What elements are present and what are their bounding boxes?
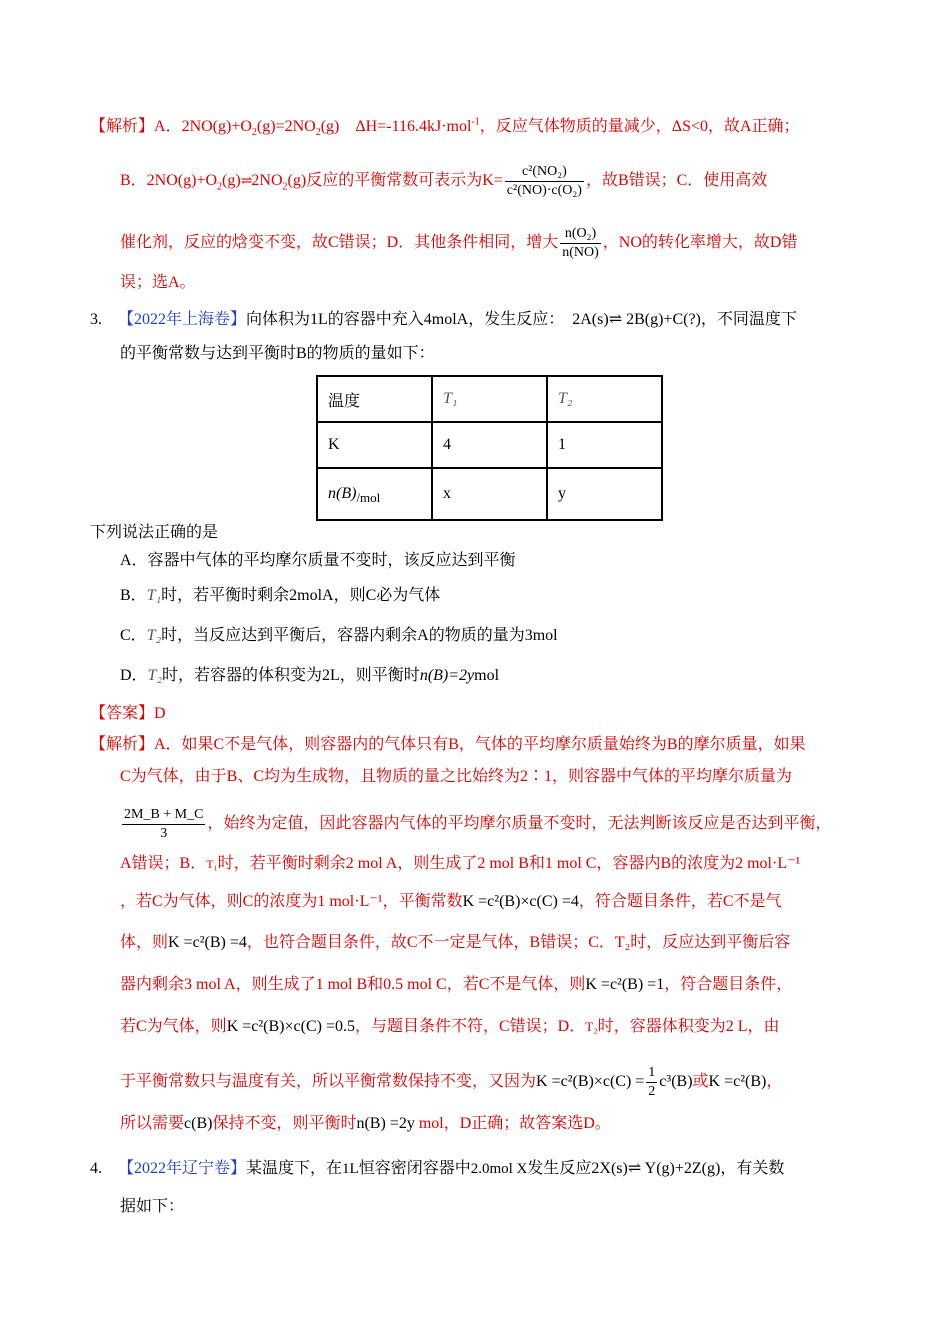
q3-option-c: C．T₂时，当反应达到平衡后，容器内剩余A的物质的量为3mol (120, 627, 558, 644)
analysis-tag: 【解析】 (90, 118, 155, 135)
q3-analysis-line5: ，若C为气体，则C的浓度为1 mol·L⁻¹，平衡常数K =c²(B)×c(C) =4，符合题目条件，若C不是气 (120, 893, 782, 910)
equilibrium-constant-fraction: $\frac{\text{c²(NO₂)}}{\text{c²(NO)·c(O₂)}}$ (506, 164, 582, 198)
question-number: 4. (90, 1160, 102, 1177)
q3-prompt: 下列说法正确的是 (90, 524, 219, 541)
q3-option-b: B．T₁时，若平衡时剩余2molA，则C必为气体 (120, 587, 441, 604)
q3-analysis-line3: $\frac{2M\_B + M\_C}{3}$ ，始终为定值，因此容器内气体的平均摩尔质量不变时，无法判断该反应是否达到平衡， (124, 807, 832, 841)
table-row (317, 468, 662, 520)
table-cell: $n(B)_{/mol}$ (317, 468, 432, 520)
table-cell: 温度 (317, 376, 432, 422)
table-cell: T₂ (547, 376, 662, 422)
q3-analysis-line8: 若C为气体，则K =c²(B)×c(C) =0.5，与题目条件不符，C错误；D．T₂时，容器体积变为2 L，由 (120, 1018, 780, 1035)
q3-analysis-line1: 【解析】A．如果C不是气体，则容器内的气体只有B，气体的平均摩尔质量始终为B的摩尔质量，如果 (90, 736, 806, 753)
equilibrium-data-table (316, 375, 663, 521)
question-source: 【2022年上海卷】 (118, 311, 247, 328)
equilibrium-arrow-icon: ⇌ (240, 174, 252, 190)
q3-answer: 【答案】D (90, 705, 166, 722)
table-cell: T₁ (432, 376, 547, 422)
q3-analysis-line9: 于平衡常数只与温度有关，所以平衡常数保持不变，又因为K =c²(B)×c(C) = $\frac{1}{2}$ c³(B)或K =c²(B)， (120, 1065, 783, 1099)
q3-analysis-line6: 体，则K =c²(B) =4，也符合题目条件，故C不一定是气体，B错误；C．T₂时，反应达到平衡后容 (120, 934, 791, 951)
question-number: 3. (90, 311, 102, 328)
table-cell: x (432, 468, 547, 520)
q3-analysis-line4: A错误；B．T₁时，若平衡时剩余2 mol A，则生成了2 mol B和1 mol C，容器内B的浓度为2 mol·L⁻¹ (120, 855, 801, 872)
q3-option-a: A．容器中气体的平均摩尔质量不变时，该反应达到平衡 (120, 552, 516, 569)
table-cell: 4 (432, 422, 547, 468)
table-row (317, 422, 662, 468)
ratio-fraction: $\frac{\text{n(O₂)}}{n(NO)}$ (562, 226, 599, 260)
q3-analysis-line2: C为气体，由于B、C均为生成物，且物质的量之比始终为2∶1，则容器中气体的平均摩尔质量为 (120, 768, 793, 785)
q2-analysis-line3: 催化剂，反应的焓变不变，故C错误；D．其他条件相同，增大 $\frac{\text{n(O₂)}}{n(NO)}$ ，NO的转化率增大，故D错 (120, 226, 798, 260)
q3-stem-line2: 的平衡常数与达到平衡时B的物质的量如下： (120, 345, 435, 362)
q3-reaction: 2A(s)⇌ 2B(g)+C(?) (572, 311, 701, 328)
molar-mass-fraction: $\frac{2M\_B + M\_C}{3}$ (124, 807, 204, 841)
q3-option-d: D．T₂时，若容器的体积变为2L，则平衡时n(B)=2ymol (120, 667, 500, 684)
q2-analysis-line1: 【解析】A．$2NO(g)+O_2(g)=2NO_2(g)$ ΔH=-116.4kJ·mol$^{-1}$，反应气体物质的量减少，ΔS<0，故A正确； (90, 116, 800, 139)
table-cell: K (317, 422, 432, 468)
q3-analysis-line7: 器内剩余3 mol A，则生成了1 mol B和0.5 mol C，若C不是气体，则K =c²(B) =1，符合题目条件， (120, 976, 793, 993)
q4-stem-line1: 4. 【2022年辽宁卷】某温度下，在1L恒容密闭容器中2.0mol X发生反应2X(s)⇌ Y(g)+2Z(g)，有关数 (90, 1160, 785, 1177)
table-cell: y (547, 468, 662, 520)
half-fraction: $\frac{1}{2}$ (648, 1065, 656, 1099)
q3-stem-line1: 3. 【2022年上海卷】向体积为1L的容器中充入4molA，发生反应： 2A(s)⇌ 2B(g)+C(?)，不同温度下 (90, 311, 797, 328)
q4-reaction: 2X(s)⇌ Y(g)+2Z(g) (591, 1160, 721, 1177)
table-cell: 1 (547, 422, 662, 468)
q4-stem-line2: 据如下： (120, 1198, 185, 1215)
question-source: 【2022年辽宁卷】 (118, 1160, 247, 1177)
q3-analysis-line10: 所以需要c(B)保持不变，则平衡时n(B) =2y mol，D正确；故答案选D。 (120, 1115, 611, 1132)
q2-analysis-line4: 误；选A。 (120, 274, 196, 291)
q2-analysis-line2: B．$2NO(g)+O_2(g)\rightleftharpoons 2NO_2(g)$反应的平衡常数可表示为K= $\frac{\text{c²(NO₂)}}{\text{c²(NO)·c(O₂)}}$ ，故B错误；C．使用高效 (120, 164, 768, 198)
table-row (317, 376, 662, 422)
